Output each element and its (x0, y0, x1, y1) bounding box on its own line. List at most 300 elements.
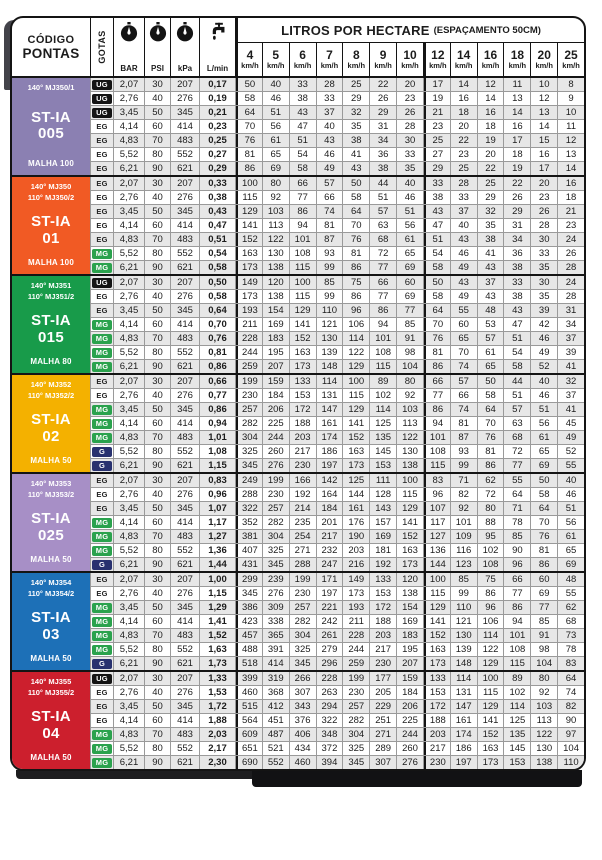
psi-value-cell: 30 (145, 276, 170, 289)
kpa-value-cell: 621 (171, 162, 199, 175)
nozzle-model (28, 276, 74, 302)
drop-class-badge: MG (92, 758, 112, 768)
bar-value-cell: 6,21 (114, 756, 144, 769)
lph-value-cell: 242 (317, 615, 343, 628)
lph-value-cell: 163 (478, 742, 504, 755)
drop-class-badge: MG (92, 320, 112, 330)
lph-value-cell: 296 (317, 657, 343, 670)
mesh-label: MALHA 50 (30, 555, 72, 564)
lph-value-cell: 92 (397, 389, 423, 402)
lph-value-cell: 49 (531, 346, 557, 359)
lph-value-cell: 129 (397, 502, 423, 515)
lmin-value-cell: 0,29 (200, 162, 235, 175)
lph-value-cell: 488 (236, 643, 262, 656)
lph-value-cell: 230 (424, 756, 450, 769)
lph-value-cell: 103 (263, 205, 289, 218)
drop-class-badge: UG (92, 278, 112, 288)
drop-class-cell (91, 587, 113, 600)
lph-value-cell: 16 (531, 148, 557, 161)
kpa-value-cell: 414 (171, 120, 199, 133)
lph-value-cell: 90 (558, 714, 584, 727)
lph-value-cell: 43 (451, 276, 477, 289)
table-body (12, 76, 584, 769)
lph-value-cell: 73 (558, 629, 584, 642)
lmin-value-cell: 1,63 (200, 643, 235, 656)
drop-class-cell (91, 417, 113, 430)
nozzle-code-block (12, 375, 90, 472)
bar-value-cell: 4,14 (114, 318, 144, 331)
kpa-value-cell: 276 (171, 488, 199, 501)
nozzle-block-04 (12, 670, 584, 769)
lph-value-cell: 173 (236, 290, 262, 303)
drop-class-cell (91, 742, 113, 755)
lph-value-cell: 17 (424, 78, 450, 91)
lph-value-cell: 266 (290, 672, 316, 685)
bar-value-cell: 2,76 (114, 191, 144, 204)
lmin-value-cell: 1,53 (200, 686, 235, 699)
lph-value-cell: 407 (236, 544, 262, 557)
lph-value-cell: 8 (558, 78, 584, 91)
lph-value-cell: 66 (317, 191, 343, 204)
lph-value-cell: 289 (370, 742, 396, 755)
drop-class-cell (91, 318, 113, 331)
lph-value-cell: 141 (343, 417, 369, 430)
drop-class-badge: G (92, 447, 112, 457)
lph-value-cell: 244 (397, 728, 423, 741)
speed-header-9kmh (370, 43, 396, 76)
psi-value-cell: 60 (145, 120, 170, 133)
lph-value-cell: 11 (558, 120, 584, 133)
lph-value-cell: 153 (424, 686, 450, 699)
lph-value-cell: 100 (397, 474, 423, 487)
pontas-label: PONTAS (22, 45, 80, 61)
lph-value-cell: 217 (370, 643, 396, 656)
lph-value-cell: 76 (424, 332, 450, 345)
lph-value-cell: 518 (236, 657, 262, 670)
pressure-gauge-icon (175, 22, 195, 43)
lph-value-cell: 77 (504, 587, 530, 600)
kpa-value-cell: 483 (171, 431, 199, 444)
series-size: 02 (42, 427, 60, 445)
nozzle-block-01 (12, 175, 584, 274)
kpa-value-cell: 276 (171, 92, 199, 105)
lph-value-cell: 13 (558, 148, 584, 161)
lph-value-cell: 80 (531, 672, 557, 685)
lph-value-cell: 102 (504, 686, 530, 699)
drop-class-cell (91, 488, 113, 501)
speed-unit: km/h (374, 61, 392, 71)
drop-class-badge: EG (96, 235, 108, 244)
lph-value-cell: 52 (531, 360, 557, 373)
psi-value-cell: 40 (145, 92, 170, 105)
lph-value-cell: 38 (504, 290, 530, 303)
lph-value-cell: 121 (317, 318, 343, 331)
speed-unit: km/h (293, 61, 312, 71)
lph-value-cell: 30 (531, 233, 557, 246)
lph-value-cell: 51 (504, 389, 530, 402)
lph-value-cell: 104 (558, 742, 584, 755)
drop-class-badge: EG (96, 589, 108, 598)
lph-value-cell: 325 (236, 445, 262, 458)
lph-value-cell: 26 (558, 247, 584, 260)
lph-value-cell: 64 (343, 205, 369, 218)
lph-value-cell: 365 (263, 629, 289, 642)
drop-class-cell (91, 78, 113, 91)
bar-label: BAR (120, 64, 138, 73)
lph-value-cell: 35 (343, 120, 369, 133)
psi-value-cell: 40 (145, 587, 170, 600)
lph-value-cell: 18 (451, 106, 477, 119)
lph-value-cell: 143 (370, 502, 396, 515)
lph-value-cell: 25 (478, 177, 504, 190)
speed-value: 8 (352, 48, 360, 63)
bar-value-cell: 2,76 (114, 389, 144, 402)
lph-value-cell: 322 (236, 502, 262, 515)
lph-value-cell: 230 (236, 389, 262, 402)
lph-value-cell: 83 (424, 474, 450, 487)
drop-class-badge: MG (92, 617, 112, 627)
lph-value-cell: 239 (263, 573, 289, 586)
psi-value-cell: 40 (145, 191, 170, 204)
lph-value-cell: 28 (531, 219, 557, 232)
speed-unit: km/h (401, 61, 419, 71)
lph-value-cell: 460 (236, 686, 262, 699)
speed-header-10kmh (397, 43, 423, 76)
drop-class-badge: EG (96, 377, 108, 386)
lmin-value-cell: 1,27 (200, 530, 235, 543)
lph-value-cell: 19 (504, 162, 530, 175)
drop-class-badge: EG (96, 702, 108, 711)
lph-value-cell: 159 (263, 375, 289, 388)
lph-value-cell: 69 (531, 587, 557, 600)
kpa-value-cell: 207 (171, 177, 199, 190)
lph-value-cell: 39 (558, 346, 584, 359)
lph-value-cell: 190 (343, 530, 369, 543)
drop-class-cell (91, 162, 113, 175)
lph-value-cell: 38 (343, 134, 369, 147)
lmin-value-cell: 0,81 (200, 346, 235, 359)
lph-value-cell: 77 (531, 601, 557, 614)
lph-value-cell: 10 (558, 106, 584, 119)
lph-value-cell: 46 (558, 488, 584, 501)
lph-value-cell: 94 (290, 219, 316, 232)
lph-value-cell: 33 (504, 276, 530, 289)
drop-class-cell (91, 615, 113, 628)
series-prefix: ST-IA (31, 213, 71, 230)
lph-value-cell: 41 (478, 247, 504, 260)
lph-value-cell: 34 (558, 318, 584, 331)
lph-value-cell: 47 (504, 318, 530, 331)
lph-value-cell: 75 (478, 573, 504, 586)
speed-value: 20 (537, 48, 551, 63)
lph-value-cell: 64 (531, 502, 557, 515)
lph-value-cell: 172 (424, 700, 450, 713)
drop-class-badge: EG (96, 122, 108, 131)
lph-value-cell: 152 (290, 332, 316, 345)
speed-header-14kmh (451, 43, 477, 76)
lph-value-cell: 214 (290, 502, 316, 515)
lmin-value-cell: 0,54 (200, 247, 235, 260)
lph-value-cell: 125 (504, 714, 530, 727)
lph-value-cell: 26 (531, 205, 557, 218)
lph-value-cell: 92 (263, 191, 289, 204)
lph-value-cell: 40 (263, 78, 289, 91)
lph-value-cell: 133 (290, 375, 316, 388)
kpa-value-cell: 483 (171, 530, 199, 543)
lph-value-cell: 203 (290, 431, 316, 444)
lph-value-cell: 651 (236, 742, 262, 755)
lph-value-cell: 129 (343, 360, 369, 373)
page-shadow-bottom-right (252, 770, 582, 787)
psi-value-cell: 60 (145, 714, 170, 727)
lmin-value-cell: 0,43 (200, 205, 235, 218)
lph-value-cell: 376 (290, 714, 316, 727)
lph-value-cell: 51 (504, 332, 530, 345)
psi-value-cell: 40 (145, 686, 170, 699)
lph-value-cell: 122 (478, 643, 504, 656)
lph-value-cell: 108 (504, 643, 530, 656)
psi-value-cell: 90 (145, 360, 170, 373)
lph-value-cell: 260 (263, 445, 289, 458)
lph-value-cell: 60 (397, 276, 423, 289)
lph-value-cell: 116 (451, 544, 477, 557)
psi-label: PSI (151, 64, 164, 73)
lph-value-cell: 38 (290, 92, 316, 105)
lph-value-cell: 193 (343, 601, 369, 614)
bar-value-cell: 2,07 (114, 672, 144, 685)
lph-value-cell: 138 (531, 756, 557, 769)
lph-value-cell: 26 (397, 106, 423, 119)
lph-value-cell: 10 (531, 78, 557, 91)
lph-value-cell: 147 (317, 403, 343, 416)
lph-value-cell: 16 (558, 177, 584, 190)
kpa-value-cell: 621 (171, 459, 199, 472)
lph-value-cell: 141 (236, 219, 262, 232)
psi-value-cell: 70 (145, 431, 170, 444)
lph-value-cell: 259 (343, 657, 369, 670)
lph-value-cell: 76 (343, 233, 369, 246)
table-header (12, 18, 584, 76)
lph-value-cell: 69 (397, 290, 423, 303)
lph-value-cell: 40 (451, 219, 477, 232)
lph-value-cell: 345 (343, 756, 369, 769)
lph-value-cell: 44 (370, 177, 396, 190)
lph-value-cell: 28 (397, 120, 423, 133)
lmin-value-cell: 1,29 (200, 601, 235, 614)
lph-value-cell: 18 (478, 120, 504, 133)
nozzle-model-line: 110° MJ354/2 (27, 588, 75, 598)
lph-value-cell: 98 (397, 346, 423, 359)
lph-value-cell: 257 (263, 502, 289, 515)
drop-class-badge: EG (96, 221, 108, 230)
lph-value-cell: 85 (451, 573, 477, 586)
psi-value-cell: 80 (145, 544, 170, 557)
lph-value-cell: 141 (478, 714, 504, 727)
lph-value-cell: 86 (343, 290, 369, 303)
lph-value-cell: 141 (424, 615, 450, 628)
lph-value-cell: 49 (558, 431, 584, 444)
lph-value-cell: 70 (236, 120, 262, 133)
series-size: 04 (42, 724, 60, 742)
lph-value-cell: 36 (504, 247, 530, 260)
bar-value-cell: 4,83 (114, 629, 144, 642)
lph-value-cell: 40 (397, 177, 423, 190)
lph-value-cell: 99 (317, 261, 343, 274)
speed-value: 6 (299, 48, 306, 63)
speed-header-8kmh (343, 43, 369, 76)
lph-value-cell: 49 (451, 261, 477, 274)
lph-value-cell: 457 (236, 629, 262, 642)
lph-value-cell: 139 (451, 643, 477, 656)
lph-value-cell: 89 (504, 672, 530, 685)
lph-value-cell: 125 (343, 474, 369, 487)
lph-value-cell: 247 (317, 558, 343, 571)
lph-value-cell: 197 (317, 459, 343, 472)
bar-value-cell: 4,14 (114, 120, 144, 133)
lph-value-cell: 75 (343, 276, 369, 289)
lph-value-cell: 434 (290, 742, 316, 755)
lph-value-cell: 56 (531, 417, 557, 430)
lph-value-cell: 86 (478, 587, 504, 600)
psi-value-cell: 30 (145, 78, 170, 91)
lph-value-cell: 55 (451, 304, 477, 317)
lph-value-cell: 51 (531, 403, 557, 416)
mesh-label: MALHA 50 (30, 654, 72, 663)
lph-value-cell: 110 (558, 756, 584, 769)
speed-header-20kmh (531, 43, 557, 76)
lmin-value-cell: 0,38 (200, 191, 235, 204)
lph-value-cell: 345 (236, 587, 262, 600)
lph-value-cell: 86 (424, 360, 450, 373)
psi-value-cell: 50 (145, 205, 170, 218)
lph-value-cell: 192 (290, 488, 316, 501)
lph-value-cell: 72 (504, 445, 530, 458)
lph-value-cell: 192 (370, 558, 396, 571)
drop-class-badge: G (92, 659, 112, 669)
lph-value-cell: 26 (504, 191, 530, 204)
lph-value-cell: 41 (558, 403, 584, 416)
lph-value-cell: 100 (424, 573, 450, 586)
lph-value-cell: 76 (531, 530, 557, 543)
lph-value-cell: 22 (370, 78, 396, 91)
lmin-value-cell: 0,58 (200, 290, 235, 303)
drop-class-cell (91, 672, 113, 685)
lph-value-cell: 29 (343, 92, 369, 105)
drop-class-badge: MG (92, 730, 112, 740)
kpa-value-cell: 414 (171, 417, 199, 430)
lph-value-cell: 244 (343, 643, 369, 656)
lph-value-cell: 86 (290, 205, 316, 218)
lph-value-cell: 257 (343, 700, 369, 713)
lmin-value-cell: 1,52 (200, 629, 235, 642)
lph-value-cell: 87 (451, 431, 477, 444)
lph-value-cell: 345 (236, 459, 262, 472)
lph-value-cell: 32 (558, 375, 584, 388)
lph-value-cell: 414 (263, 657, 289, 670)
lmin-value-cell: 0,94 (200, 417, 235, 430)
lph-value-cell: 101 (424, 431, 450, 444)
lph-value-cell: 82 (451, 488, 477, 501)
lph-value-cell: 14 (478, 92, 504, 105)
lph-value-cell: 37 (558, 389, 584, 402)
lph-value-cell: 22 (451, 134, 477, 147)
lph-value-cell: 58 (424, 290, 450, 303)
drop-class-cell (91, 643, 113, 656)
bar-value-cell: 2,07 (114, 177, 144, 190)
lph-value-cell: 65 (558, 544, 584, 557)
lph-value-cell: 39 (531, 304, 557, 317)
drop-class-badge: MG (92, 546, 112, 556)
lph-value-cell: 115 (504, 657, 530, 670)
nozzle-model-line: 140° MJ355 (30, 677, 72, 686)
lph-value-cell: 43 (504, 304, 530, 317)
lph-value-cell: 521 (263, 742, 289, 755)
psi-value-cell: 30 (145, 672, 170, 685)
lph-value-cell: 31 (504, 219, 530, 232)
lph-value-cell: 251 (370, 714, 396, 727)
lph-value-cell: 406 (290, 728, 316, 741)
bar-value-cell: 4,83 (114, 530, 144, 543)
lph-value-cell: 43 (478, 261, 504, 274)
drop-class-cell (91, 502, 113, 515)
drop-class-cell (91, 233, 113, 246)
lph-value-cell: 216 (343, 558, 369, 571)
kpa-value-cell: 552 (171, 346, 199, 359)
lph-value-cell: 138 (397, 587, 423, 600)
lph-value-cell: 77 (370, 261, 396, 274)
bar-value-cell: 2,07 (114, 474, 144, 487)
lph-value-cell: 138 (263, 261, 289, 274)
lph-value-cell: 149 (343, 573, 369, 586)
lph-value-cell: 94 (370, 318, 396, 331)
lph-value-cell: 64 (424, 304, 450, 317)
lph-value-cell: 25 (451, 162, 477, 175)
lph-value-cell: 232 (317, 544, 343, 557)
nozzle-code-block (12, 672, 90, 769)
bar-value-cell: 4,83 (114, 233, 144, 246)
bar-value-cell: 3,45 (114, 403, 144, 416)
lmin-value-cell: 0,19 (200, 92, 235, 105)
lph-value-cell: 193 (236, 304, 262, 317)
lph-value-cell: 63 (370, 219, 396, 232)
lph-value-cell: 129 (478, 657, 504, 670)
lph-value-cell: 217 (290, 445, 316, 458)
lph-value-cell: 325 (290, 643, 316, 656)
subtitle-text: (ESPAÇAMENTO 50CM) (433, 24, 541, 36)
bar-value-cell: 2,07 (114, 573, 144, 586)
kpa-value-cell: 483 (171, 629, 199, 642)
lph-value-cell: 104 (531, 657, 557, 670)
lph-value-cell: 89 (370, 375, 396, 388)
lph-value-cell: 183 (263, 332, 289, 345)
drop-class-cell (91, 148, 113, 161)
nozzle-series-name (31, 401, 71, 456)
nozzle-block-025 (12, 472, 584, 571)
lph-value-cell: 276 (263, 459, 289, 472)
lph-value-cell: 153 (504, 756, 530, 769)
lph-value-cell: 50 (424, 276, 450, 289)
lph-value-cell: 244 (236, 346, 262, 359)
lph-value-cell: 80 (478, 502, 504, 515)
lph-value-cell: 33 (451, 191, 477, 204)
lph-value-cell: 85 (397, 318, 423, 331)
series-size: 015 (38, 328, 64, 346)
lph-value-cell: 43 (451, 233, 477, 246)
lph-value-cell: 64 (236, 106, 262, 119)
lph-value-cell: 55 (558, 587, 584, 600)
series-prefix: ST-IA (31, 510, 71, 527)
psi-value-cell: 30 (145, 375, 170, 388)
